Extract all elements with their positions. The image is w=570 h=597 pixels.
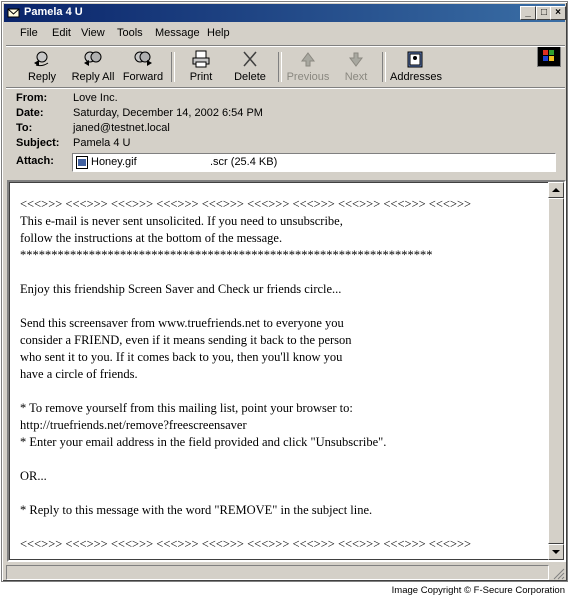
previous-button[interactable] bbox=[286, 49, 330, 83]
subject-label: Subject: bbox=[16, 137, 60, 149]
envelope-icon bbox=[7, 6, 20, 19]
delete-label: Delete bbox=[234, 71, 266, 83]
print-label: Print bbox=[189, 71, 213, 83]
message-headers bbox=[6, 87, 565, 178]
print-button[interactable] bbox=[186, 49, 216, 83]
attachment-field[interactable] bbox=[72, 153, 556, 172]
resize-grip-icon[interactable] bbox=[552, 567, 565, 580]
maximize-button[interactable]: □ bbox=[536, 6, 552, 20]
menu-file[interactable]: File bbox=[20, 27, 38, 39]
next-button[interactable] bbox=[341, 49, 371, 83]
date-value: Saturday, December 14, 2002 6:54 PM bbox=[73, 107, 263, 119]
close-button[interactable]: × bbox=[550, 6, 566, 20]
up-arrow-icon bbox=[298, 49, 318, 69]
scroll-down-button[interactable] bbox=[548, 544, 564, 560]
attach-label: Attach: bbox=[16, 155, 54, 167]
attachment-name[interactable]: Honey.gif .scr (25.4 KB) bbox=[91, 156, 278, 168]
scroll-up-arrow-icon bbox=[549, 183, 563, 197]
title-bar[interactable] bbox=[4, 4, 565, 22]
message-window bbox=[1, 1, 568, 582]
message-body[interactable] bbox=[9, 182, 550, 560]
reply-all-icon bbox=[80, 49, 106, 69]
menu-edit[interactable]: Edit bbox=[52, 27, 71, 39]
to-value[interactable]: janed@testnet.local bbox=[73, 122, 170, 134]
forward-icon bbox=[130, 49, 156, 69]
menu-tools[interactable]: Tools bbox=[117, 27, 143, 39]
message-text: <<<>>> <<<>>> <<<>>> <<<>>> <<<>>> <<<>>> <<<>>> <<<>>> <<<>>> <<<>>> This e-mail is never sent unsolicited. If you need to unsubscribe, follow the instructions at the bottom of the message. ****************************************************************** Enjoy this friendship Screen Saver and Check ur friends circle... Send this screensaver from www.truefriends.net to everyone you consider a FRIEND, even if it means sending it back to the person who sent it to you. If it comes back to you, then you'll know you have a circle of friends. * To remove yourself from this mailing list, point your browser to: http://truefriends.net/remove?freescreensaver * Enter your email address in the field provided and click "Unsubscribe". OR... * Reply to this message with the word "REMOVE" in the subject line. <<<>>> <<<>>> <<<>>> <<<>>> <<<>>> <<<>>> <<<>>> <<<>>> <<<>>> <<<>>> bbox=[20, 197, 472, 551]
menu-bar bbox=[6, 24, 565, 44]
down-arrow-icon bbox=[346, 49, 366, 69]
window-title: Pamela 4 U bbox=[24, 6, 83, 18]
menu-message[interactable]: Message bbox=[155, 27, 200, 39]
delete-button[interactable] bbox=[232, 49, 268, 83]
subject-value: Pamela 4 U bbox=[73, 137, 131, 149]
minimize-button[interactable]: _ bbox=[520, 6, 536, 20]
reply-label: Reply bbox=[27, 71, 57, 83]
reply-all-label: Reply All bbox=[71, 71, 115, 83]
printer-icon bbox=[190, 49, 212, 69]
forward-label: Forward bbox=[122, 71, 164, 83]
toolbar-separator bbox=[278, 52, 282, 82]
menu-help[interactable]: Help bbox=[207, 27, 230, 39]
date-label: Date: bbox=[16, 107, 44, 119]
status-pane bbox=[6, 565, 549, 580]
toolbar-separator bbox=[382, 52, 386, 82]
previous-label: Previous bbox=[286, 71, 330, 83]
next-label: Next bbox=[344, 71, 368, 83]
delete-x-icon bbox=[240, 49, 260, 69]
attachment-file-icon bbox=[76, 156, 88, 169]
address-book-icon bbox=[404, 49, 426, 69]
from-value[interactable]: Love Inc. bbox=[73, 92, 118, 104]
addresses-label: Addresses bbox=[390, 71, 442, 83]
vertical-scrollbar[interactable] bbox=[548, 182, 564, 560]
scroll-down-arrow-icon bbox=[549, 545, 563, 559]
scroll-up-button[interactable] bbox=[548, 182, 564, 198]
to-label: To: bbox=[16, 122, 33, 134]
reply-all-button[interactable] bbox=[69, 49, 117, 83]
reply-icon bbox=[30, 49, 54, 69]
status-bar bbox=[6, 565, 565, 580]
toolbar-separator bbox=[171, 52, 175, 82]
menu-view[interactable]: View bbox=[81, 27, 105, 39]
from-label: From: bbox=[16, 92, 48, 104]
message-body-frame bbox=[7, 180, 566, 562]
reply-button[interactable] bbox=[22, 49, 62, 83]
forward-button[interactable] bbox=[122, 49, 164, 83]
toolbar bbox=[6, 45, 565, 86]
addresses-button[interactable] bbox=[390, 49, 440, 83]
image-copyright: Image Copyright © F-Secure Corporation bbox=[391, 585, 565, 596]
scroll-thumb[interactable] bbox=[548, 198, 564, 544]
